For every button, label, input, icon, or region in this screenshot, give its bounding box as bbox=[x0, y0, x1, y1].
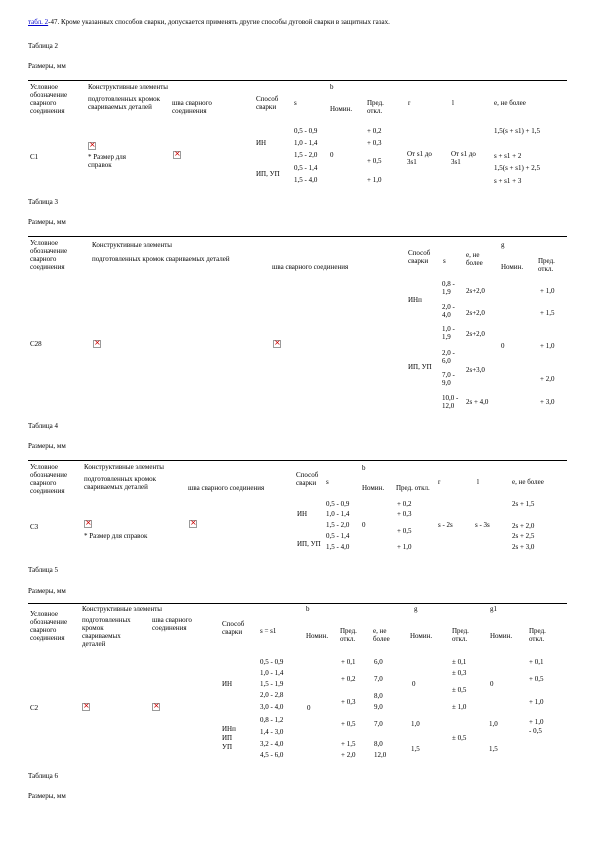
t2-h-prepared: подготовленных кромок свариваемых деталей bbox=[88, 95, 161, 111]
t5-h-dev-g: Пред. откл. bbox=[452, 627, 469, 643]
t2-dev-2: + 0,3 bbox=[367, 139, 382, 147]
t2-e-4: s + s1 + 3 bbox=[494, 177, 522, 185]
t4-h-dev: Пред. откл. bbox=[396, 484, 430, 492]
table3-top-rule bbox=[28, 236, 567, 237]
table5-units: Размеры, мм bbox=[28, 587, 66, 595]
t3-edges-image bbox=[93, 340, 101, 348]
t3-g-dev-2: + 1,5 bbox=[540, 309, 555, 317]
t2-e-2: s + s1 + 2 bbox=[494, 152, 522, 160]
t5-b-dev-4: + 0,5 bbox=[341, 720, 356, 728]
table4-units: Размеры, мм bbox=[28, 442, 66, 450]
t5-s-4: 2,0 - 2,8 bbox=[260, 691, 284, 699]
t4-dev-1: + 0,2 bbox=[397, 500, 412, 508]
t5-g-nom-2: 1,0 bbox=[411, 720, 420, 728]
t3-g-nom: 0 bbox=[501, 342, 505, 350]
intro-text: -47. Кроме указанных способов сварки, допускается применять другие способы дуговой сварки в защитных газах. bbox=[48, 18, 390, 26]
t5-h-seam: шва сварного соединения bbox=[152, 616, 192, 632]
t5-s-1: 0,5 - 0,9 bbox=[260, 658, 284, 666]
table5-top-rule bbox=[28, 603, 567, 604]
t3-s-6: 10,0 - 12,0 bbox=[442, 394, 459, 410]
t2-h-designation: Условное обозначение сварного соединения bbox=[30, 83, 68, 115]
t5-h-s: s = s1 bbox=[260, 627, 277, 635]
t3-h-method: Способ сварки bbox=[408, 249, 431, 265]
t5-designation: С2 bbox=[30, 704, 39, 712]
t3-method-1: ИНп bbox=[408, 296, 422, 304]
t4-h-seam: шва сварного соединения bbox=[188, 484, 265, 492]
t2-edges-image bbox=[88, 142, 96, 150]
t3-e-1: 2s+2,0 bbox=[466, 287, 485, 295]
t5-g1-nom-1: 0 bbox=[490, 680, 494, 688]
t5-h-g1: g1 bbox=[490, 605, 497, 613]
t4-l: s - 3s bbox=[475, 521, 490, 529]
t4-s-3: 1,5 - 2,0 bbox=[326, 521, 350, 529]
t4-s-4: 0,5 - 1,4 bbox=[326, 532, 350, 540]
t2-r: От s1 до 3s1 bbox=[407, 150, 432, 166]
t5-g1-dev-4: + 1,0 bbox=[529, 718, 544, 726]
t2-dev-3: + 0,5 bbox=[367, 157, 382, 165]
t3-g-dev-3: + 1,0 bbox=[540, 342, 555, 350]
t3-s-4: 2,0 - 6,0 bbox=[442, 349, 455, 365]
t5-s-5: 3,0 - 4,0 bbox=[260, 703, 284, 711]
table2-caption: Таблица 2 bbox=[28, 42, 58, 50]
t2-l: От s1 до 3s1 bbox=[451, 150, 476, 166]
t5-e-3: 8,0 bbox=[374, 692, 383, 700]
t5-g1-nom-3: 1,5 bbox=[489, 745, 498, 753]
t2-method-1: ИН bbox=[256, 139, 267, 147]
t5-e-1: 6,0 bbox=[374, 658, 383, 666]
t5-h-prepared: подготовленных кромок свариваемых деталей bbox=[82, 616, 131, 648]
t3-g-dev-4: + 2,0 bbox=[540, 375, 555, 383]
t5-h-dev-b: Пред. откл. bbox=[340, 627, 357, 643]
t4-h-prepared: подготовленных кромок свариваемых деталей bbox=[84, 475, 157, 491]
t5-s-9: 4,5 - 6,0 bbox=[260, 751, 284, 759]
t3-h-seam: шва сварного соединения bbox=[272, 263, 349, 271]
t4-dev-3: + 0,5 bbox=[397, 527, 412, 535]
t3-h-dev: Пред. откл. bbox=[538, 257, 555, 273]
t5-g1-dev-1: + 0,1 bbox=[529, 658, 544, 666]
t2-h-l: l bbox=[452, 99, 454, 107]
t4-e-1: 2s + 1,5 bbox=[512, 500, 535, 508]
t3-seam-image bbox=[273, 340, 281, 348]
t2-b-nom: 0 bbox=[330, 151, 334, 159]
t5-g-dev-2: ± 0,3 bbox=[452, 669, 467, 677]
t4-h-elements: Конструктивные элементы bbox=[84, 463, 164, 471]
t5-g-nom-3: 1,5 bbox=[411, 745, 420, 753]
t5-g1-nom-2: 1,0 bbox=[489, 720, 498, 728]
t4-h-e: е, не более bbox=[512, 478, 544, 486]
t4-method-1: ИН bbox=[297, 510, 308, 518]
t5-g-dev-1: ± 0,1 bbox=[452, 658, 467, 666]
t5-h-nom-b: Номин. bbox=[306, 632, 329, 640]
t5-b-dev-5: + 1,5 bbox=[341, 740, 356, 748]
table-link[interactable]: табл. 2 bbox=[28, 18, 49, 26]
t4-note: * Размер для справок bbox=[84, 532, 148, 540]
t5-method-4: УП bbox=[222, 743, 233, 751]
table4-caption: Таблица 4 bbox=[28, 422, 58, 430]
t5-g1-dev-2: + 0,5 bbox=[529, 675, 544, 683]
t4-h-method: Способ сварки bbox=[296, 471, 319, 487]
t4-dev-2: + 0,3 bbox=[397, 510, 412, 518]
t2-h-s: s bbox=[294, 99, 297, 107]
t5-method-1: ИН bbox=[222, 680, 233, 688]
t3-s-1: 0,8 - 1,9 bbox=[442, 280, 455, 296]
t3-h-designation: Условное обозначение сварного соединения bbox=[30, 239, 68, 271]
t4-seam-image bbox=[189, 520, 197, 528]
t3-s-2: 2,0 - 4,0 bbox=[442, 303, 455, 319]
t4-b-nom: 0 bbox=[362, 521, 366, 529]
t5-e-7: 12,0 bbox=[374, 751, 387, 759]
t5-edges-image bbox=[82, 703, 90, 711]
t3-s-5: 7,0 - 9,0 bbox=[442, 371, 455, 387]
t5-h-elements: Конструктивные элементы bbox=[82, 605, 162, 613]
t5-g-dev-3: ± 0,5 bbox=[452, 686, 467, 694]
t5-h-nom-g1: Номин. bbox=[490, 632, 513, 640]
t5-h-dev-g1: Пред. откл. bbox=[529, 627, 546, 643]
t2-h-b: b bbox=[330, 83, 334, 91]
table6-caption: Таблица 6 bbox=[28, 772, 58, 780]
t3-e-2: 2s+2,0 bbox=[466, 309, 485, 317]
t5-seam-image bbox=[152, 703, 160, 711]
t3-h-elements: Конструктивные элементы bbox=[92, 241, 172, 249]
t5-h-g: g bbox=[414, 605, 418, 613]
t3-e-3: 2s+2,0 bbox=[466, 330, 485, 338]
t5-e-6: 8,0 bbox=[374, 740, 383, 748]
t4-edges-image bbox=[84, 520, 92, 528]
t5-g-dev-5: ± 0,5 bbox=[452, 734, 467, 742]
t3-g-dev-1: + 1,0 bbox=[540, 287, 555, 295]
t5-g1-dev-3: + 1,0 bbox=[529, 698, 544, 706]
t2-h-nom: Номин. bbox=[330, 105, 353, 113]
t5-method-2: ИНп bbox=[222, 725, 236, 733]
t5-e-5: 7,0 bbox=[374, 720, 383, 728]
t5-s-2: 1,0 - 1,4 bbox=[260, 669, 284, 677]
t4-h-r: r bbox=[438, 478, 441, 486]
t2-designation: С1 bbox=[30, 153, 39, 161]
t4-method-2: ИП, УП bbox=[297, 540, 321, 548]
t3-h-s: s bbox=[443, 257, 446, 265]
t2-h-elements: Конструктивные элементы bbox=[88, 83, 168, 91]
t5-h-designation: Условное обозначение сварного соединения bbox=[30, 610, 68, 642]
t4-h-nom: Номин. bbox=[362, 484, 385, 492]
t3-h-e: е, не более bbox=[466, 251, 483, 267]
t2-h-r: r bbox=[408, 99, 411, 107]
t5-b-dev-2: + 0,2 bbox=[341, 675, 356, 683]
t4-h-s: s bbox=[326, 478, 329, 486]
t3-h-nom: Номин. bbox=[501, 263, 524, 271]
t2-s-5: 1,5 - 4,0 bbox=[294, 176, 318, 184]
t2-seam-image bbox=[173, 151, 181, 159]
t5-h-b: b bbox=[306, 605, 310, 613]
t4-h-l: l bbox=[477, 478, 479, 486]
table2-top-rule bbox=[28, 80, 567, 81]
t4-s-2: 1,0 - 1,4 bbox=[326, 510, 350, 518]
t5-e-2: 7,0 bbox=[374, 675, 383, 683]
t2-h-method: Способ сварки bbox=[256, 95, 279, 111]
t4-designation: С3 bbox=[30, 523, 39, 531]
t5-g1-dev-5: - 0,5 bbox=[529, 727, 542, 735]
t4-e-3: 2s + 2,5 bbox=[512, 532, 535, 540]
table5-caption: Таблица 5 bbox=[28, 566, 58, 574]
t5-s-8: 3,2 - 4,0 bbox=[260, 740, 284, 748]
t3-s-3: 1,0 - 1,9 bbox=[442, 325, 455, 341]
t4-r: s - 2s bbox=[438, 521, 453, 529]
t5-h-method: Способ сварки bbox=[222, 620, 245, 636]
t5-h-e: е, не более bbox=[373, 627, 390, 643]
t4-e-2: 2s + 2,0 bbox=[512, 522, 535, 530]
t2-h-dev: Пред. откл. bbox=[367, 99, 384, 115]
t3-e-5: 2s + 4,0 bbox=[466, 398, 489, 406]
t2-s-4: 0,5 - 1,4 bbox=[294, 164, 318, 172]
t3-e-4: 2s+3,0 bbox=[466, 366, 485, 374]
t4-dev-4: + 1,0 bbox=[397, 543, 412, 551]
table6-units: Размеры, мм bbox=[28, 792, 66, 800]
t5-e-4: 9,0 bbox=[374, 703, 383, 711]
t2-s-2: 1,0 - 1,4 bbox=[294, 139, 318, 147]
table2-units: Размеры, мм bbox=[28, 62, 66, 70]
t2-e-1: 1,5(s + s1) + 1,5 bbox=[494, 127, 541, 135]
t2-s-1: 0,5 - 0,9 bbox=[294, 127, 318, 135]
t5-b-dev-6: + 2,0 bbox=[341, 751, 356, 759]
t2-dev-1: + 0,2 bbox=[367, 127, 382, 135]
t5-b-dev-3: + 0,3 bbox=[341, 698, 356, 706]
table3-caption: Таблица 3 bbox=[28, 198, 58, 206]
t4-e-4: 2s + 3,0 bbox=[512, 543, 535, 551]
t5-g-nom-1: 0 bbox=[412, 680, 416, 688]
t5-g-dev-4: ± 1,0 bbox=[452, 703, 467, 711]
intro-paragraph bbox=[28, 18, 390, 26]
t2-dev-4: + 1,0 bbox=[367, 176, 382, 184]
t2-h-e: е, не более bbox=[494, 99, 526, 107]
t2-method-2: ИП, УП bbox=[256, 170, 280, 178]
t2-s-3: 1,5 - 2,0 bbox=[294, 151, 318, 159]
t2-e-3: 1,5(s + s1) + 2,5 bbox=[494, 164, 541, 172]
t5-s-3: 1,5 - 1,9 bbox=[260, 680, 284, 688]
t2-h-seam: шва сварного соединения bbox=[172, 99, 212, 115]
table3-units: Размеры, мм bbox=[28, 218, 66, 226]
t3-h-g: g bbox=[501, 241, 505, 249]
t3-designation: С28 bbox=[30, 340, 42, 348]
t4-h-b: b bbox=[362, 464, 366, 472]
t5-method-3: ИП bbox=[222, 734, 233, 742]
t2-note: * Размер для справок bbox=[88, 153, 126, 169]
t5-h-nom-g: Номин. bbox=[410, 632, 433, 640]
t5-b-dev-1: + 0,1 bbox=[341, 658, 356, 666]
t4-s-1: 0,5 - 0,9 bbox=[326, 500, 350, 508]
t3-method-2: ИП, УП bbox=[408, 363, 432, 371]
t3-g-dev-5: + 3,0 bbox=[540, 398, 555, 406]
t3-h-prepared: подготовленных кромок свариваемых деталей bbox=[92, 255, 230, 263]
t4-h-designation: Условное обозначение сварного соединения bbox=[30, 463, 68, 495]
t5-s-6: 0,8 - 1,2 bbox=[260, 716, 284, 724]
table4-top-rule bbox=[28, 460, 567, 461]
t4-s-5: 1,5 - 4,0 bbox=[326, 543, 350, 551]
t5-b-nom: 0 bbox=[307, 704, 311, 712]
t5-s-7: 1,4 - 3,0 bbox=[260, 728, 284, 736]
